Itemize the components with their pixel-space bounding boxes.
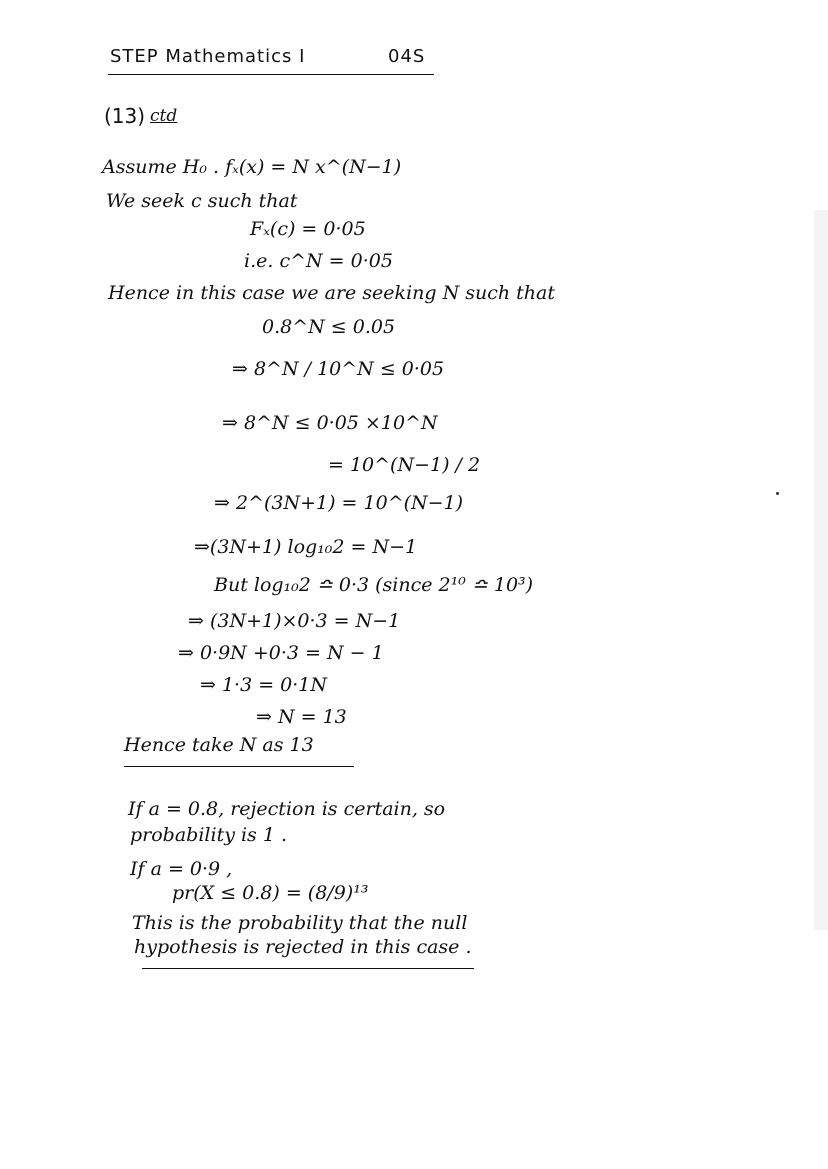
result-line: ⇒ N = 13 bbox=[256, 706, 347, 728]
if-09-line: If a = 0·9 , bbox=[130, 858, 233, 880]
if-08-line: If a = 0.8, rejection is certain, so bbox=[128, 798, 446, 820]
hence-case-line: Hence in this case we are seeking N such that bbox=[108, 282, 555, 304]
hence-take-line: Hence take N as 13 bbox=[124, 734, 314, 756]
step-line-1: ⇒ (3N+1)×0·3 = N−1 bbox=[188, 610, 401, 632]
prob-1-line: probability is 1 . bbox=[130, 824, 288, 846]
ineq-line-3: ⇒ 8^N ≤ 0·05 ×10^N bbox=[222, 412, 438, 434]
assume-line: Assume H₀ . fₓ(x) = N x^(N−1) bbox=[102, 156, 402, 178]
this-is-line: This is the probability that the null bbox=[132, 912, 468, 934]
final-rule bbox=[142, 968, 474, 969]
fx-c-line: Fₓ(c) = 0·05 bbox=[250, 218, 366, 240]
header-rule bbox=[108, 74, 434, 75]
pr-line: pr(X ≤ 0.8) = (8/9)¹³ bbox=[172, 882, 369, 904]
log-line: ⇒(3N+1) log₁₀2 = N−1 bbox=[194, 536, 418, 558]
continued-label: ctd bbox=[150, 106, 178, 126]
ie-c-line: i.e. c^N = 0·05 bbox=[244, 250, 393, 272]
conclusion-rule bbox=[124, 766, 354, 767]
page-edge-shadow bbox=[814, 210, 828, 930]
we-seek-line: We seek c such that bbox=[106, 190, 298, 212]
ineq-line-1: 0.8^N ≤ 0.05 bbox=[262, 316, 396, 338]
question-code: 04S bbox=[388, 46, 426, 67]
step-line-3: ⇒ 1·3 = 0·1N bbox=[200, 674, 328, 696]
but-line: But log₁₀2 ≏ 0·3 (since 2¹⁰ ≏ 10³) bbox=[214, 574, 534, 596]
ineq-line-5: ⇒ 2^(3N+1) = 10^(N−1) bbox=[214, 492, 464, 514]
speck-mark bbox=[776, 492, 779, 495]
step-line-2: ⇒ 0·9N +0·3 = N − 1 bbox=[178, 642, 384, 664]
ineq-line-2: ⇒ 8^N / 10^N ≤ 0·05 bbox=[232, 358, 445, 380]
exam-title: STEP Mathematics I bbox=[110, 46, 306, 67]
ineq-line-4: = 10^(N−1) / 2 bbox=[328, 454, 481, 476]
hypothesis-line: hypothesis is rejected in this case . bbox=[134, 936, 472, 958]
question-number: (13) bbox=[104, 104, 146, 128]
